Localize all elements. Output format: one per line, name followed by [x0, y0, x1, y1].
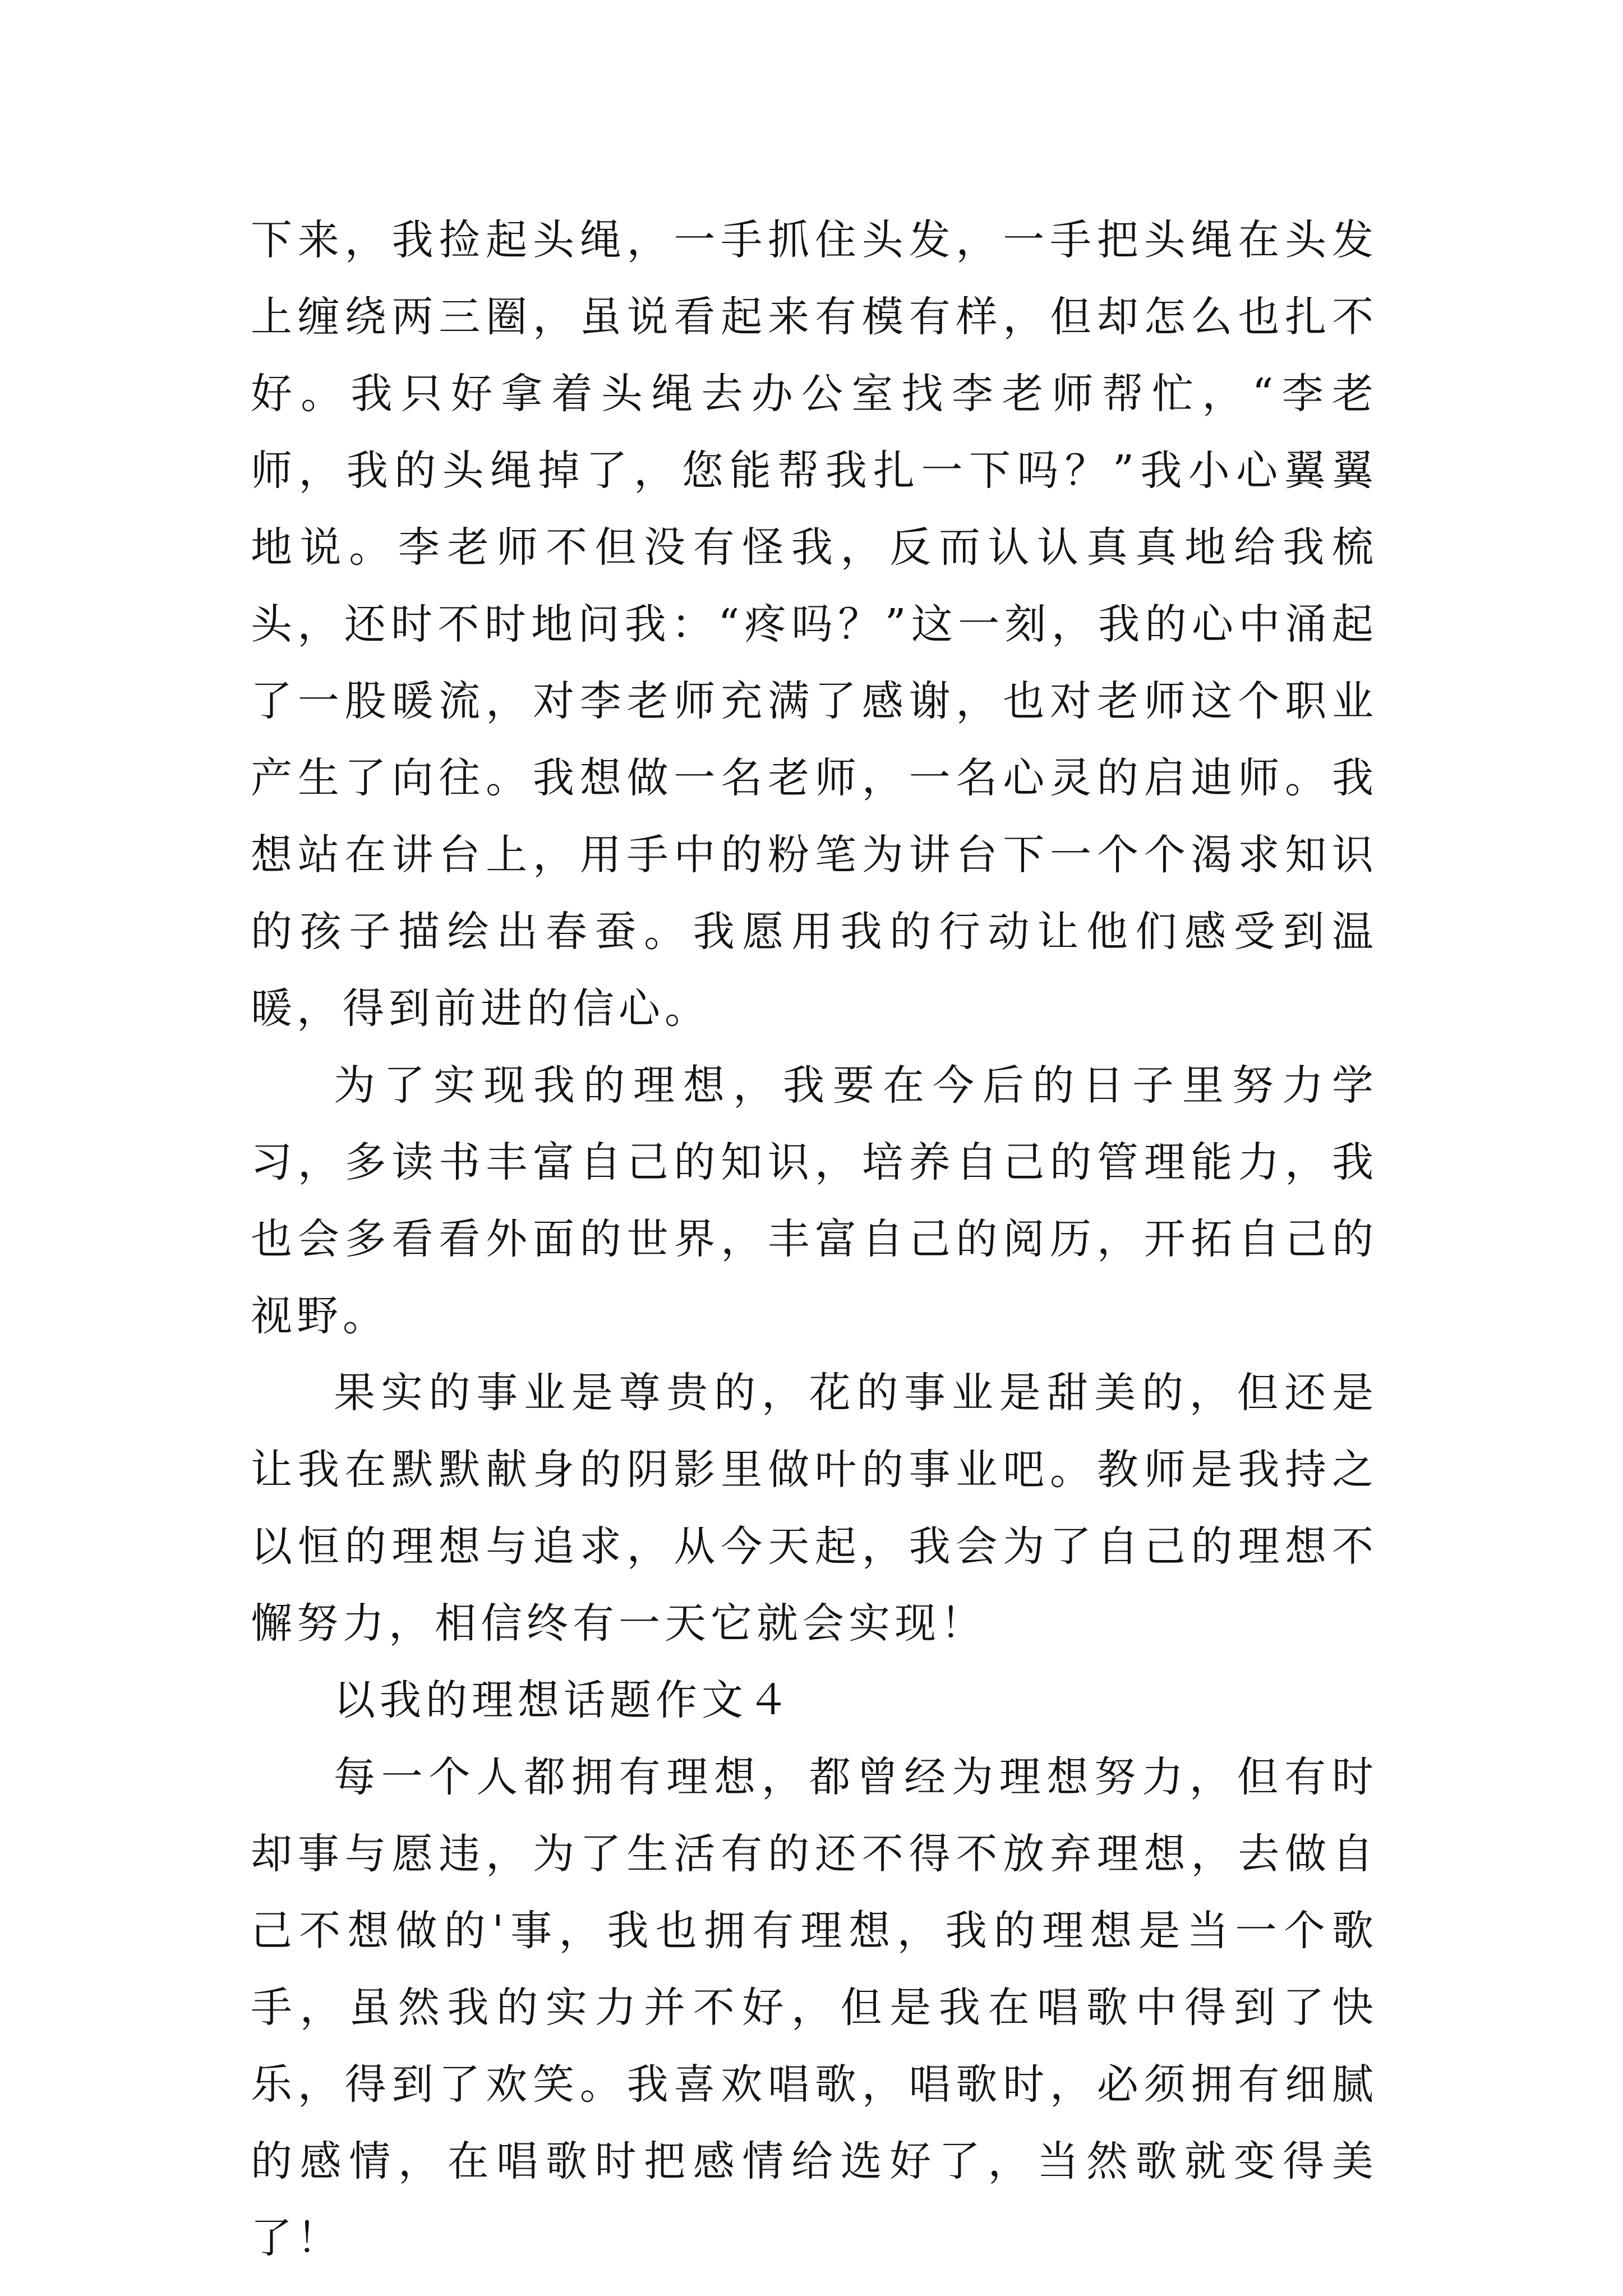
paragraph-continuation: 下来，我捡起头绳，一手抓住头发，一手把头绳在头发上缠绕两三圈，虽说看起来有模有样，但却怎么也扎不好。我只好拿着头绳去办公室找李老师帮忙，“李老师，我的头绳掉了，您能帮我扎一下吗？”我小心翼翼地说。李老师不但没有怪我，反而认认真真地给我梳头，还时不时地问我：“疼吗？”这一刻，我的心中涌起了一股暖流，对李老师充满了感谢，也对老师这个职业产生了向往。我想做一名老师，一名心灵的启迪师。我想站在讲台上，用手中的粉笔为讲台下一个个渴求知识的孩子描绘出春蚕。我愿用我的行动让他们感受到温暖，得到前进的信心。: [251, 216, 1378, 1033]
essay-heading: 以我的理想话题作文４: [334, 1676, 794, 1724]
paragraph: 为了实现我的理想，我要在今后的日子里努力学习，多读书丰富自己的知识，培养自己的管理能力，我也会多看看外面的世界，丰富自己的阅历，开拓自己的视野。: [251, 1061, 1378, 1340]
paragraph: 果实的事业是尊贵的，花的事业是甜美的，但还是让我在默默献身的阴影里做叶的事业吧。教师是我持之以恒的理想与追求，从今天起，我会为了自己的理想不懈努力，相信终有一天它就会实现！: [251, 1369, 1378, 1648]
document-body: [251, 202, 1378, 2277]
paragraph: 每一个人都拥有理想，都曾经为理想努力，但有时却事与愿违，为了生活有的还不得不放弃理想，去做自己不想做的'事，我也拥有理想，我的理想是当一个歌手，虽然我的实力并不好，但是我在唱歌中得到了快乐，得到了欢笑。我喜欢唱歌，唱歌时，必须拥有细腻的感情，在唱歌时把感情给选好了，当然歌就变得美了！: [251, 1753, 1378, 2262]
